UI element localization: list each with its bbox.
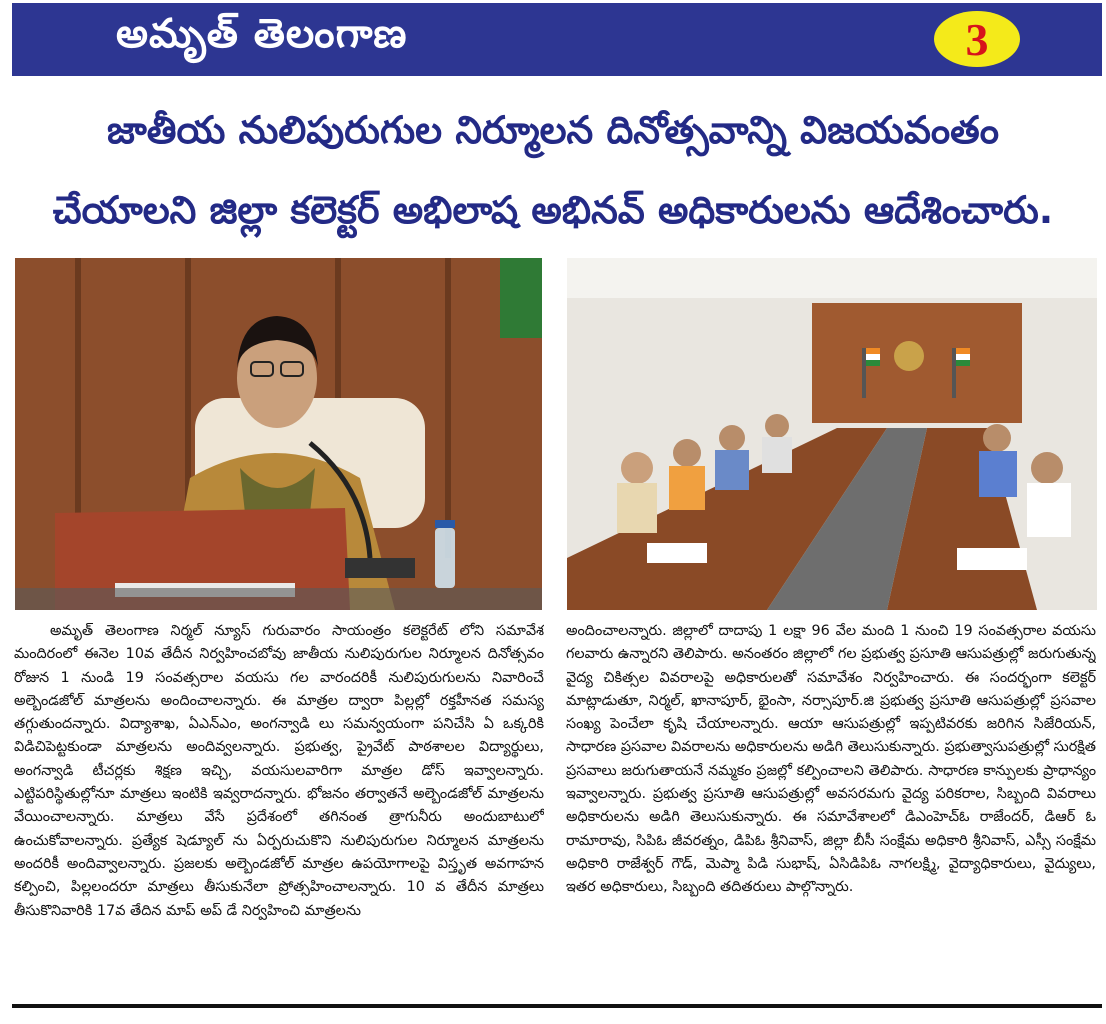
meeting-photo-illustration [567,258,1097,610]
article-left-column: అమృత్ తెలంగాణ నిర్మల్ న్యూస్ గురువారం సాయంత్రం కలెక్టరేట్ లోని సమావేశ మందిరంలో ఈనెల 10వ తేదీన నిర్వహించబోవు జాతీయ నులిపురుగుల నిర్మూలన దినోత్సవం రోజున 1 నుండి 19 సంవత్సరాల వయసు గల వారందరికీ నులిపురుగులను నివారించే అల్బెండజోల్ మాత్రలను అందించాలన్నారు. ఈ మాత్రల ద్వారా పిల్లల్లో రక్తహీనత సమస్య తగ్గుతుందన్నారు. విద్యాశాఖ, ఏఎన్ఎం, అంగన్వాడి లు సమన్వయంగా పనిచేసి ఏ ఒక్కరికి విడిచిపెట్టకుండా మాత్రలను అందివ్వలన్నారు. ప్రభుత్వ, ప్రైవేట్ పాఠశాలల విద్యార్థులు, అంగన్వాడి టీచర్లకు శిక్షణ ఇచ్చి, వయసులవారిగా మాత్రల డోస్ ఇవ్వాలన్నారు. ఎట్టిపరిస్థితుల్లోనూ మాత్రలు ఇంటికి ఇవ్వరాదన్నారు. భోజనం తర్వాతనే అల్బెండజోల్ మాత్రలను వేయించాలన్నారు. మాత్రలు వేసే ప్రదేశంలో తగినంత త్రాగునీరు అందుబాటులో ఉంచుకోవాలన్నారు. ప్రత్యేక షెడ్యూల్ ను ఏర్పరుచుకొని నులిపురుగుల నిర్మూలన మాత్రలను అందరికీ అందివ్వాలన్నారు. ప్రజలకు అల్బెండజోల్ మాత్రల ఉపయోగాలపై విస్తృత అవగాహన కల్పించి, పిల్లలందరూ మాత్రలు తీసుకునేలా ప్రోత్సహించాలన్నారు. 10 వ తేదీన మాత్రలు తీసుకొనివారికి 17వ తేదిన మాప్ అప్ డే నిర్వహించి మాత్రలను [14,623,544,919]
masthead-banner [12,3,1102,76]
bottom-divider [12,1004,1102,1008]
meeting-hall-photo [567,258,1097,610]
headline-line-2: చేయాలని జిల్లా కలెక్టర్ అభిలాష అభినవ్ అధికారులను ఆదేశించారు. [52,188,1054,232]
collector-at-desk-photo [15,258,542,610]
page-number-badge: 3 [934,11,1020,67]
headline-line-1: జాతీయ నులిపురుగుల నిర్మూలన దినోత్సవాన్ని విజయవంతం [107,108,999,152]
article-right-column: అందించాలన్నారు. జిల్లాలో దాదాపు 1 లక్షా 96 వేల మంది 1 నుంచి 19 సంవత్సరాల వయసు గలవారు ఉన్నారని తెలిపారు. అనంతరం జిల్లాలో గల ప్రభుత్వ ప్రసూతి ఆసుపత్రుల్లో జరుగుతున్న వైద్య చికిత్సల వివరాలపై అధికారులతో సమావేశం నిర్వహించారు. ఈ సందర్భంగా కలెక్టర్ మాట్లాడుతూ, నిర్మల్, ఖానాపూర్, భైంసా, నర్సాపూర్.జి ప్రభుత్వ ప్రసూతి ఆసుపత్రుల్లో ప్రసవాల సంఖ్య పెంచేలా కృషి చేయాలన్నారు. ఆయా ఆసుపత్రుల్లో ఇప్పటివరకు జరిగిన సిజేరియన్, సాధారణ ప్రసవాల వివరాలను అధికారులను అడిగి తెలుసుకున్నారు. ప్రభుత్వాసుపత్రుల్లో సురక్షిత ప్రసవాలు జరుగుతాయనే నమ్మకం ప్రజల్లో కల్పించాలని తెలిపారు. సాధారణ కాన్పులకు ప్రాధాన్యం ఇవ్వాలన్నారు. ప్రభుత్వ ప్రసూతి ఆసుపత్రుల్లో అవసరమగు వైద్య పరికరాల, సిబ్బంది వివరాలు అధికారులను అడిగి తెలుసుకున్నారు. ఈ సమావేశాలలో డిఎంహెచ్ఓ రాజేందర్, డిఆర్ ఓ రామారావు, సిపిఓ జీవరత్నం, డిపిఓ శ్రీనివాస్, జిల్లా బీసీ సంక్షేమ అధికారి శ్రీనివాస్, ఎస్సీ సంక్షేమ అధికారి రాజేశ్వర్ గౌడ్, మెప్మా పిడి సుభాష్, ఏసిడిపిఓ నాగలక్ష్మి, వైద్యాధికారులు, వైద్యులు, ఇతర అధికారులు, సిబ్బంది తదితరులు పాల్గొన్నారు. [566,623,1096,896]
newspaper-title: అమృత్ తెలంగాణ [116,11,408,57]
collector-photo-illustration [15,258,542,610]
